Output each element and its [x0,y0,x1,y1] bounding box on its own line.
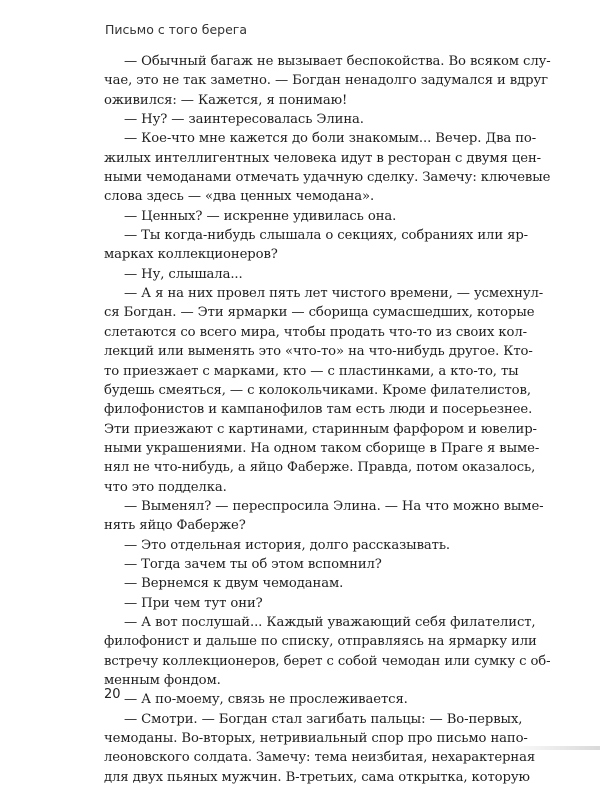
text-line: нял не что-нибудь, а яйцо Фаберже. Правда, потом оказалось, [104,460,536,476]
text-line: — Вернемся к двум чемоданам. [124,576,344,592]
text-line: — Ну? — заинтересовалась Элина. [124,112,364,128]
page-edge-shadow [505,746,600,750]
text-line: — Кое-что мне кажется до боли знакомым... Вечер. Два по- [124,131,537,147]
text-line: слова здесь — «два ценных чемодана». [104,189,375,205]
text-line: менным фондом. [104,673,221,688]
text-line: — Это отдельная история, долго рассказывать. [124,537,451,553]
text-line: что это подделка. [104,479,227,495]
text-line: лекций или выменять это «что-то» на что-нибудь другое. Кто- [104,344,533,360]
text-line: для двух пьяных мужчин. В-третьих, сама открытка, которую [104,769,530,785]
text-line: — Ты когда-нибудь слышала о секциях, собраниях или яр- [124,228,529,244]
text-line: — Смотри. — Богдан стал загибать пальцы: — Во-первых, [124,711,523,727]
text-line: — А по-моему, связь не прослеживается. [124,692,408,708]
text-line: — А я на них провел пять лет чистого времени, — усмехнул- [124,286,544,302]
text-line: жилых интеллигентных человека идут в ресторан с двумя цен- [104,150,542,166]
text-line: — Выменял? — переспросила Элина. — На что можно выме- [124,498,544,514]
text-line: чае, это не так заметно. — Богдан ненадолго задумался и вдруг [104,73,548,89]
text-line: ся Богдан. — Эти ярмарки — сборища сумасшедших, которые [104,305,535,321]
text-line: — А вот послушай... Каждый уважающий себя филателист, [124,614,536,630]
text-line: — Тогда зачем ты об этом вспомнил? [124,556,382,572]
text-line: слетаются со всего мира, чтобы продать что-то из своих кол- [104,324,528,340]
text-line: — Обычный багаж не вызывает беспокойства. Во всяком слу- [124,54,551,69]
text-line: Эти приезжают с картинами, старинным фарфором и ювелир- [104,421,537,437]
text-line: леоновского солдата. Замечу: тема неизбитая, нехарактерная [104,750,536,766]
page-number: 20 [104,687,121,702]
text-line: то приезжает с марками, кто — с пластинками, а кто-то, ты [104,363,519,379]
text-line: — При чем тут они? [124,595,263,611]
text-line: чемоданы. Во-вторых, нетривиальный спор про письмо напо- [104,731,528,747]
text-line: оживился: — Кажется, я понимаю! [104,92,348,108]
text-line: ными украшениями. На одном таком сборище в Праге я выме- [104,440,540,456]
text-line: встречу коллекционеров, берет с собой чемодан или сумку с об- [104,653,551,669]
text-line: ными чемоданами отмечать удачную сделку. Замечу: ключевые [104,170,551,186]
text-line: филофонист и дальше по списку, отправляясь на ярмарку или [104,634,537,650]
text-line: — Ну, слышала... [124,266,243,282]
text-line: филофонистов и кампанофилов там есть люди и посерьезнее. [104,402,533,418]
text-line: будешь смеяться, — с колокольчиками. Кроме филателистов, [104,382,531,398]
running-head: Письмо с того берега [105,22,248,37]
body-text [104,52,551,787]
text-line: — Ценных? — искренне удивилась она. [124,208,397,224]
text-line: марках коллекционеров? [104,247,278,263]
text-line: нять яйцо Фаберже? [104,518,246,534]
